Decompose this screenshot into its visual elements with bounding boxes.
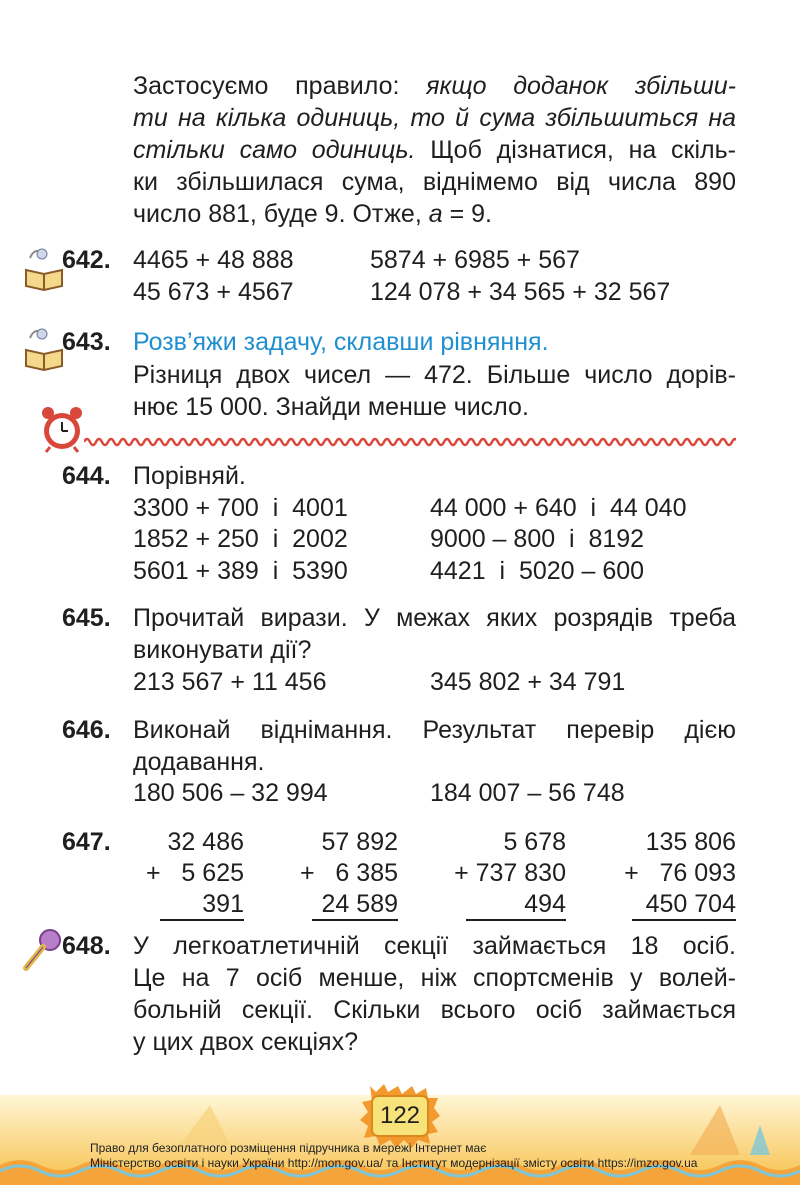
exercise-text: Різниця двох чисел — 472. Більше число дорів- нює 15 000. Знайди менше число. — [133, 361, 736, 421]
exercise-title: Розв’яжи задачу, склавши рівняння. — [133, 328, 549, 356]
expression: 5601 + 389 і 5390 — [133, 557, 348, 585]
column-addition: 32 486 + 5 625 391 — [146, 828, 244, 918]
exercise-title: Порівняй. — [133, 462, 246, 490]
exercise-text: Прочитай вирази. У межах яких розрядів треба виконувати дії? — [133, 604, 736, 664]
expression: 345 802 + 34 791 — [430, 668, 626, 696]
exercise-number: 644. — [62, 462, 111, 490]
sum-line — [160, 919, 244, 921]
column-addition: 57 892 + 6 385 24 589 — [300, 828, 398, 918]
microphone-icon — [20, 928, 64, 974]
exercise-number: 643. — [62, 328, 111, 356]
expression: 5874 + 6985 + 567 — [370, 246, 580, 274]
exercise-number: 646. — [62, 716, 111, 744]
exercise-number: 648. — [62, 932, 111, 960]
alarm-clock-icon — [40, 405, 84, 453]
wavy-divider — [84, 436, 736, 448]
exercise-text: У легкоатлетичній секції займається 18 осіб. Це на 7 осіб менше, ніж спортсменів у волей- больній секції. Скільки всього осіб займається у цих двох секціях? — [133, 932, 736, 1056]
intro-paragraph: Застосуємо правило: якщо доданок збільши- ти на кілька одиниць, то й сума збільшиться на стільки само одиниць. Щоб дізнатися, на скіль- ки збільшилася сума, віднімемо від числа 890 число 881, буде 9. Отже, a = 9. — [133, 72, 736, 228]
expression: 180 506 – 32 994 — [133, 779, 328, 807]
sum-line — [312, 919, 398, 921]
exercise-number: 642. — [62, 246, 111, 274]
expression: 44 000 + 640 і 44 040 — [430, 494, 687, 522]
footer-license-line-2: Міністерство освіти і науки України http://mon.gov.ua/ та Інститут модернізації змісту освіти https://imzo.gov.ua — [90, 1156, 698, 1170]
expression: 124 078 + 34 565 + 32 567 — [370, 278, 671, 306]
sum-line — [466, 919, 566, 921]
expression: 1852 + 250 і 2002 — [133, 525, 348, 553]
column-addition: 135 806 + 76 093 450 704 — [624, 828, 736, 918]
sum-line — [632, 919, 736, 921]
expression: 45 673 + 4567 — [133, 278, 294, 306]
expression: 9000 – 800 і 8192 — [430, 525, 645, 553]
expression: 4421 і 5020 – 600 — [430, 557, 645, 585]
column-addition: 5 678 + 737 830 494 — [454, 828, 566, 918]
expression: 184 007 – 56 748 — [430, 779, 625, 807]
exercise-number: 647. — [62, 828, 111, 856]
exercise-number: 645. — [62, 604, 111, 632]
footer-license-line-1: Право для безоплатного розміщення підручника в мережі Інтернет має — [90, 1141, 487, 1155]
expression: 213 567 + 11 456 — [133, 668, 327, 696]
expression: 3300 + 700 і 4001 — [133, 494, 348, 522]
exercise-text: Виконай віднімання. Результат перевір дією додавання. — [133, 716, 736, 776]
expression: 4465 + 48 888 — [133, 246, 294, 274]
page-number: 122 — [379, 1102, 421, 1129]
